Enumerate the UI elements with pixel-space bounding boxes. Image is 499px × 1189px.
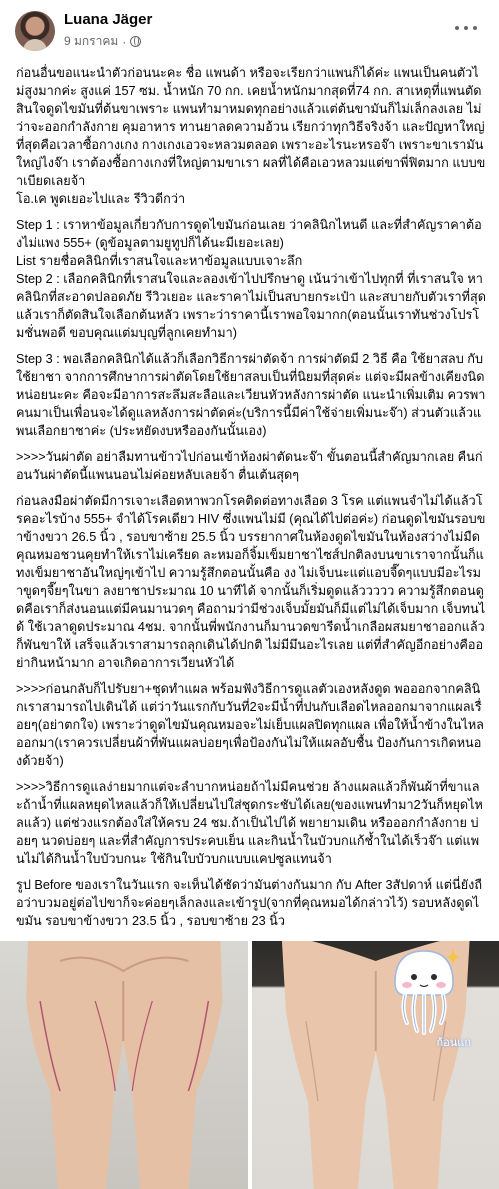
post-paragraph: ก่อนลงมือผ่าตัดมีการเจาะเลือดหาพวกโรคติดต่อทางเลือด 3 โรค แต่แพนจำไม่ได้แล้วโรคอะไรบ้าง 555+ จำได้โรคเดียว HIV ซึ่งแพนไม่มี (คุณได้ไปต่อค่ะ) ก่อนดูดไขมันรอบขาข้างขวา 26.5 นิ้ว , รอบขาซ้าย 25.5 นิ้ว บรรยากาศในห้องดูดไขมันในห้องสว่างไม่มืด คุณหมอชวนคุยทำให้เราไม่เครียด ละหมอก็จิ้มเข็มยาชาไซส์ปกติลงบนขาเราจากนั้นก็แทงเข็มยาชาอันใหญ่ๆเข้าไป ความรู้สึกตอนนั้นคือ งง ไม่เจ็บนะแต่แอบจี๊ดๆแบบมีอะไรมาขูดๆจี๊ยๆในขา ลงยาชาประมาณ 10 นาทีได้ จากนั้นก็เริ่มดูดแล้ววววว ความรู้สึกตอนดูดคือเราก็ส่งนอนแต่มีคนมานวดๆ คือถามว่ามีช่วงเจ็บมั้ยมันก็มีแต่ไม่ได้เจ็บมาก เจ็บทนได้ ใช้เวลาดูดประมาณ 4ชม. จากนั้นพี่พนักงานก็มานวดขารีดน้ำเกลือผสมยาชาออกแล้วก็พันขาให้ เสร็จแล้วเราสามารถลุกเดินได้ปกติ ไม่มีมึนอะไรเลย แต่ที่สำคัญอีกอย่างคืออย่ากินหน้ามาก อาจเกิดอาการเวียนหัวได้ [16,494,486,670]
post-header [0,0,499,56]
author-avatar[interactable] [15,11,55,51]
meta-separator: · [122,34,127,49]
author-name[interactable]: Luana Jäger [64,11,153,28]
post-paragraph: >>>>วิธีการดูแลง่ายมากแต่จะลำบากหน่อยถ้าไม่มีคนช่วย ล้างแผลแล้วก็พันผ้าที่ขาและถ้าน้ำที่แผลหยุดไหลแล้วก็ให้เปลี่ยนไปใส่ชุดกระชับได้เลย(ของแพนทำมา2วันก็หยุดไหลแล้ว) แต่ช่วงแรกต้องใส่ให้ครบ 24 ชม.ถ้าเป็นไปได้ พยายามเดิน หรือออกกำลังกาย บ่อยๆ นวดบ่อยๆ และที่สำคัญการประคบเย็น และกินน้ำในบัวบกแก้ช้ำในได้เร็วจ๊า แต่แพนไม่ได้กินน้ำใบบัวบกนะ ใช้กินใบบัวบกแบบแคปซูลแทนจ้า [16,780,483,866]
sticker-label: ก้อนแก [436,1036,471,1049]
before-photo[interactable] [0,941,248,1189]
more-options-icon[interactable] [452,18,480,38]
globe-icon [130,36,141,47]
after-legs-illustration [252,941,499,1189]
post-meta [64,32,141,51]
post-paragraph: >>>>ก่อนกลับก็ไปรับยา+ชุดทำแผล พร้อมฟังวิธีการดูแลตัวเองหลังดูด พอออกจากคลินิกเราสามารถไปเดินได้ แต่ว่าวันแรกกับวันที่2จะมีน้ำที่ปนกับเลือดไหลออกมาจากแผลเรื่อยๆ(อย่าตกใจ) เพราะว่าดูดไขมันคุณหมอจะไม่เย็บแผลปิดทุกแผล เพื่อให้น้ำข้างในไหลออกมา(เราควรเปลี่ยนผ้าที่พันแผลบ่อยๆเพื่อป้องกันไม่ให้แผลอับชื้น ป้องกันการเกิดหนองด้วยจ้า) [16,682,484,768]
post-paragraph: Step 3 : พอเลือกคลินิกได้แล้วก็เลือกวิธีการผ่าตัดจ้า การผ่าตัดมี 2 วิธี คือ ใช้ยาสลบ กับใช้ยาชา จากการศึกษาการผ่าตัดโดยใช้ยาสลบเป็นที่นิยมที่สุดค่ะ แต่จะมีผลข้างเคียงนิดหน่อยนะคะ คือจะมีอาการสะลึมสะลือและเวียนหัวหลังการผ่าตัด แนะนำเพิ่มเติม ควรพาคนมาเป็นเพื่อนจะได้ดูแลหลังการผ่าตัดค่ะ(บริการนี้มีค่าใช้จ่ายเพิ่มนะจ๊า) ส่วนตัวแล้วแพนเลือกยาชาค่ะ (ประหยัดงบหรือองกันนั้นเอง) [16,352,486,438]
jellyfish-sticker [389,947,459,1039]
after-photo[interactable] [252,941,499,1189]
post-paragraph: รูป Before ของเราในวันแรก จะเห็นได้ชัดว่ามันต่างกันมาก กับ After 3สัปดาห์ แต่นี่ยังถือว่าบวมอยู่ต่อไปขาก็จะค่อยๆเล็กลงและเข้ารูป(จากที่คุณหมอได้กล่าวไว้) รอบหลังดูดไขมัน รอบขาข้างขวา 23.5 นิ้ว , รอบขาซ้าย 23 นิ้ว [16,878,482,928]
photo-grid [0,941,499,1189]
before-legs-illustration [0,941,248,1189]
post-paragraph: >>>>วันผ่าตัด อย่าลืมทานข้าวไปก่อนเข้าห้องผ่าตัดนะจ๊า ขั้นตอนนี้สำคัญมากเลย คืนก่อนวันผ่าตัดนี้แพนนอนไม่ค่อยหลับเลยจ้า ตื่นเต้นสุดๆ [16,450,483,482]
post-paragraph: Step 1 : เราหาข้อมูลเกี่ยวกับการดูดไขมันก่อนเลย ว่าคลินิกไหนดี และที่สำคัญราคาต้องไม่แพง 555+ (ดูข้อมูลตามยูทูปก็ได้นะมีเยอะเลย) List รายชื่อคลินิกที่เราสนใจและหาข้อมูลแบบเจาะลึก Step 2 : เลือกคลินิกที่เราสนใจและลองเข้าไปปรึกษาดู เน้นว่าเข้าไปทุกที่ ที่เราสนใจ หาคลินิกที่สะอาดปลอดภัย รีวิวเยอะ และราคาไม่เป็นสบายกระเป๋า และสบายกับตัวเราที่สุด แล้วเราก็ตัดสินใจเลือกต้นหลัว เพราะว่าราคานี้เราพอใจมากก(ตอนนั้นเราทันช่วงโปรโมชั่นพอดี ขอบคุณแต่มบุญที่ลูกเคยทำมา) [16,218,487,340]
post-paragraph: ก่อนอื่นขอแนะนำตัวก่อนนะคะ ชื่อ แพนด้า หรือจะเรียกว่าแพนก็ได้ค่ะ แพนเป็นคนตัวไม่สูงมากค่ะ สูงแค่ 157 ซม. น้ำหนัก 70 กก. เคยน้ำหนักมากสุดที่74 กก. สาเหตุที่แพนตัดสินใจดูดไขมันที่ต้นขาเพราะ แพนทำมาหมดทุกอย่างแล้วแต่ต้นขามันก็ไม่เล็กลงเลย ไม่ว่าจะออกกำลังกาย คุมอาหาร ทานยาลดความอ้วน เรียกว่าทุกวิธีจริงจ้า และปัญหาใหญ่ที่สุดคือเวลาซื้อกางเกง กางเกงเอวจะหลวมตลอด เพราะอะไรนะหรอจ๊า เพราะขาเรามันใหญ่ไงจ๊า เราต้องซื้อกางเกงที่ใหญ่ตามขาเรา ผลที่ได้คือเอวหลวมแต่ขาพี่ฟิตมาก แบบขาเบียดเลยจ้า โอ.เค พูดเยอะไปและ รีวิวดีกว่า [16,66,486,206]
post-text [16,64,486,938]
post-date[interactable]: 9 มกราคม [64,34,119,48]
